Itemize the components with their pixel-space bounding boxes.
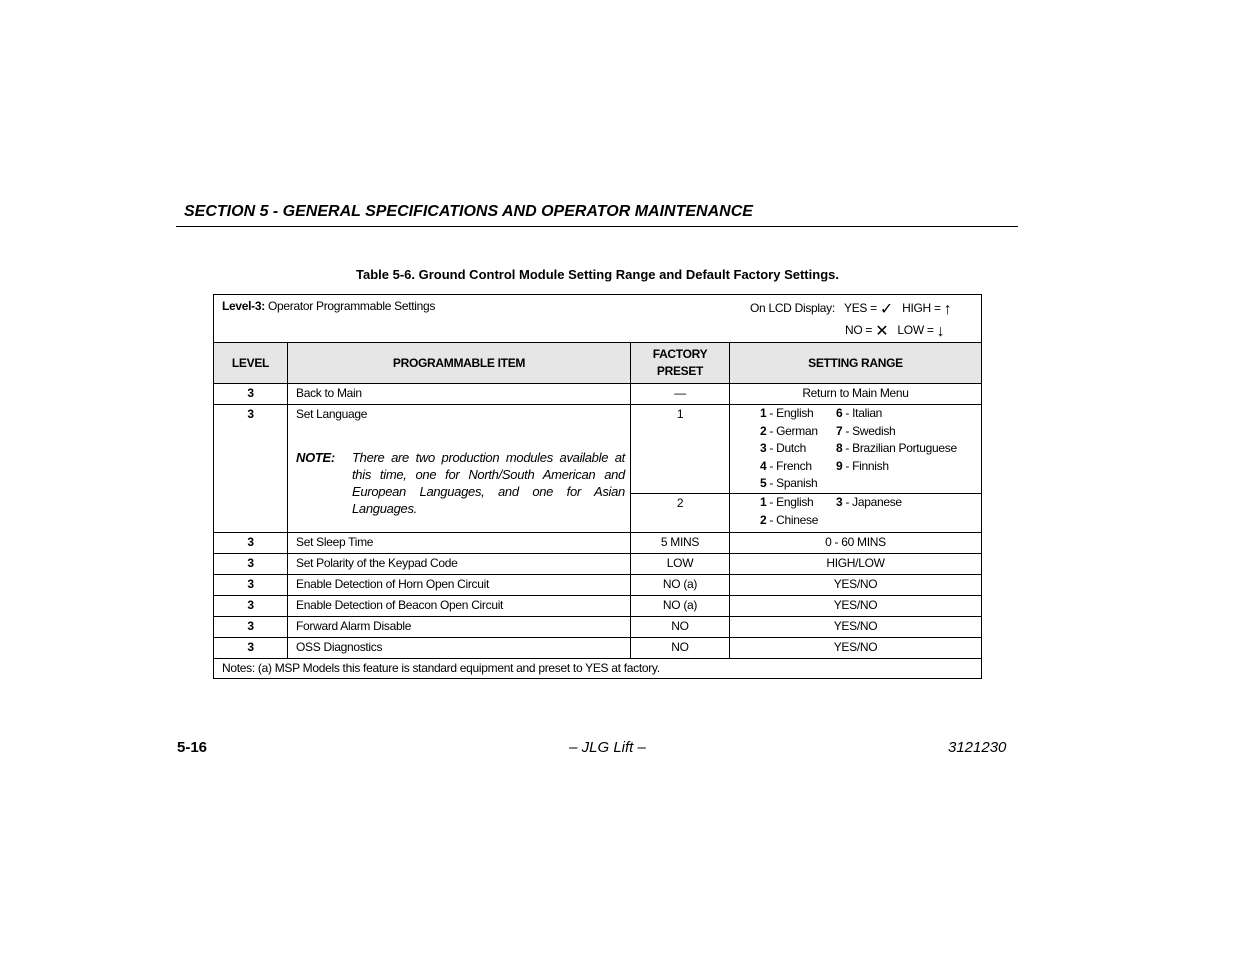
table-row xyxy=(214,596,981,617)
cross-icon: ✕ xyxy=(875,323,889,340)
cell-preset: NO xyxy=(631,638,730,658)
language-option: 5 - Spanish xyxy=(760,476,818,490)
cell-preset: NO (a) xyxy=(631,596,730,616)
arrow-up-icon: ↑ xyxy=(943,301,952,318)
page-number: 5-16 xyxy=(177,739,208,756)
cell-preset: — xyxy=(631,384,730,404)
table-row xyxy=(214,638,981,659)
language-list xyxy=(760,494,818,529)
table-row-language xyxy=(214,405,981,533)
note-text: There are two production modules available at this time, one for North/South American and European Languages, and one for Asian Languages. xyxy=(352,450,625,516)
language-option: 9 - Finnish xyxy=(836,458,889,473)
language-option: 1 - English xyxy=(760,406,814,420)
language-list xyxy=(760,405,818,493)
language-option: 2 - Chinese xyxy=(760,512,819,527)
doc-number: 3121230 xyxy=(948,739,1007,756)
cell-item: Enable Detection of Horn Open Circuit xyxy=(288,575,631,595)
yes-label: YES = xyxy=(843,301,877,315)
table-row xyxy=(214,554,981,575)
cell-level: 3 xyxy=(214,575,288,595)
header-preset: FACTORY PRESET xyxy=(631,343,730,383)
settings-table xyxy=(213,294,982,679)
table-title: Table 5-6. Ground Control Module Setting Range and Default Factory Settings. xyxy=(356,267,839,282)
header-level: LEVEL xyxy=(214,343,288,383)
cell-range: Return to Main Menu xyxy=(802,386,909,400)
language-option: 3 - Dutch xyxy=(760,441,806,455)
language-note xyxy=(296,449,625,517)
cell-preset: LOW xyxy=(631,554,730,574)
cell-level: 3 xyxy=(214,554,288,574)
language-option: 4 - French xyxy=(760,458,812,473)
preset-module-2: 2 xyxy=(676,496,684,510)
high-label: HIGH = xyxy=(902,301,941,315)
checkmark-icon: ✓ xyxy=(879,301,893,318)
table-header-row xyxy=(214,343,981,384)
header-item: PROGRAMMABLE ITEM xyxy=(288,343,631,383)
level-heading xyxy=(222,299,435,313)
cell-item: Set Polarity of the Keypad Code xyxy=(288,554,631,574)
table-notes: Notes: (a) MSP Models this feature is standard equipment and preset to YES at factory. xyxy=(222,661,660,675)
language-list xyxy=(836,405,957,475)
language-option: 7 - Swedish xyxy=(836,423,896,438)
lcd-label: On LCD Display: xyxy=(750,301,835,315)
footer-brand: – JLG Lift – xyxy=(569,739,646,756)
cell-range: YES/NO xyxy=(833,619,878,633)
header-range: SETTING RANGE xyxy=(808,355,903,370)
level-label: Level-3: xyxy=(222,299,265,313)
cell-range: YES/NO xyxy=(833,640,878,654)
cell-range: 0 - 60 MINS xyxy=(825,535,886,549)
header-rule xyxy=(176,226,1018,227)
cell-range: HIGH/LOW xyxy=(826,556,885,570)
cell-preset xyxy=(631,405,730,532)
cell-preset: NO (a) xyxy=(631,575,730,595)
language-item-label: Set Language xyxy=(296,407,368,421)
low-label: LOW = xyxy=(897,323,934,337)
language-option: 8 - Brazilian Portuguese xyxy=(836,441,957,455)
table-row xyxy=(214,533,981,554)
cell-range xyxy=(730,405,981,532)
arrow-down-icon: ↓ xyxy=(936,323,945,340)
language-option: 3 - Japanese xyxy=(836,495,902,509)
language-option: 6 - Italian xyxy=(836,406,883,420)
cell-item: OSS Diagnostics xyxy=(288,638,631,658)
level-description: Operator Programmable Settings xyxy=(268,299,436,313)
table-row xyxy=(214,384,981,405)
cell-level: 3 xyxy=(214,596,288,616)
no-label: NO = xyxy=(845,323,873,337)
cell-level: 3 xyxy=(214,617,288,637)
table-row xyxy=(214,617,981,638)
cell-preset: 5 MINS xyxy=(631,533,730,553)
lcd-legend xyxy=(750,297,980,341)
language-option: 2 - German xyxy=(760,423,818,438)
note-label: NOTE: xyxy=(296,450,335,465)
cell-level: 3 xyxy=(214,638,288,658)
cell-range: YES/NO xyxy=(833,577,878,591)
cell-range: YES/NO xyxy=(833,598,878,612)
range-module-1 xyxy=(730,405,981,494)
cell-item xyxy=(288,405,631,532)
cell-preset: NO xyxy=(631,617,730,637)
cell-item: Forward Alarm Disable xyxy=(288,617,631,637)
range-module-2 xyxy=(730,494,981,532)
language-option: 1 - English xyxy=(760,495,814,509)
cell-level: 3 xyxy=(214,533,288,553)
preset-module-1: 1 xyxy=(631,405,729,494)
section-header: SECTION 5 - GENERAL SPECIFICATIONS AND OPERATOR MAINTENANCE xyxy=(184,203,753,220)
table-row xyxy=(214,575,981,596)
cell-level: 3 xyxy=(214,384,288,404)
cell-level: 3 xyxy=(214,405,288,532)
cell-item: Back to Main xyxy=(288,384,631,404)
cell-item: Enable Detection of Beacon Open Circuit xyxy=(288,596,631,616)
cell-item: Set Sleep Time xyxy=(288,533,631,553)
table-top-row xyxy=(214,295,981,343)
language-list xyxy=(836,494,902,512)
